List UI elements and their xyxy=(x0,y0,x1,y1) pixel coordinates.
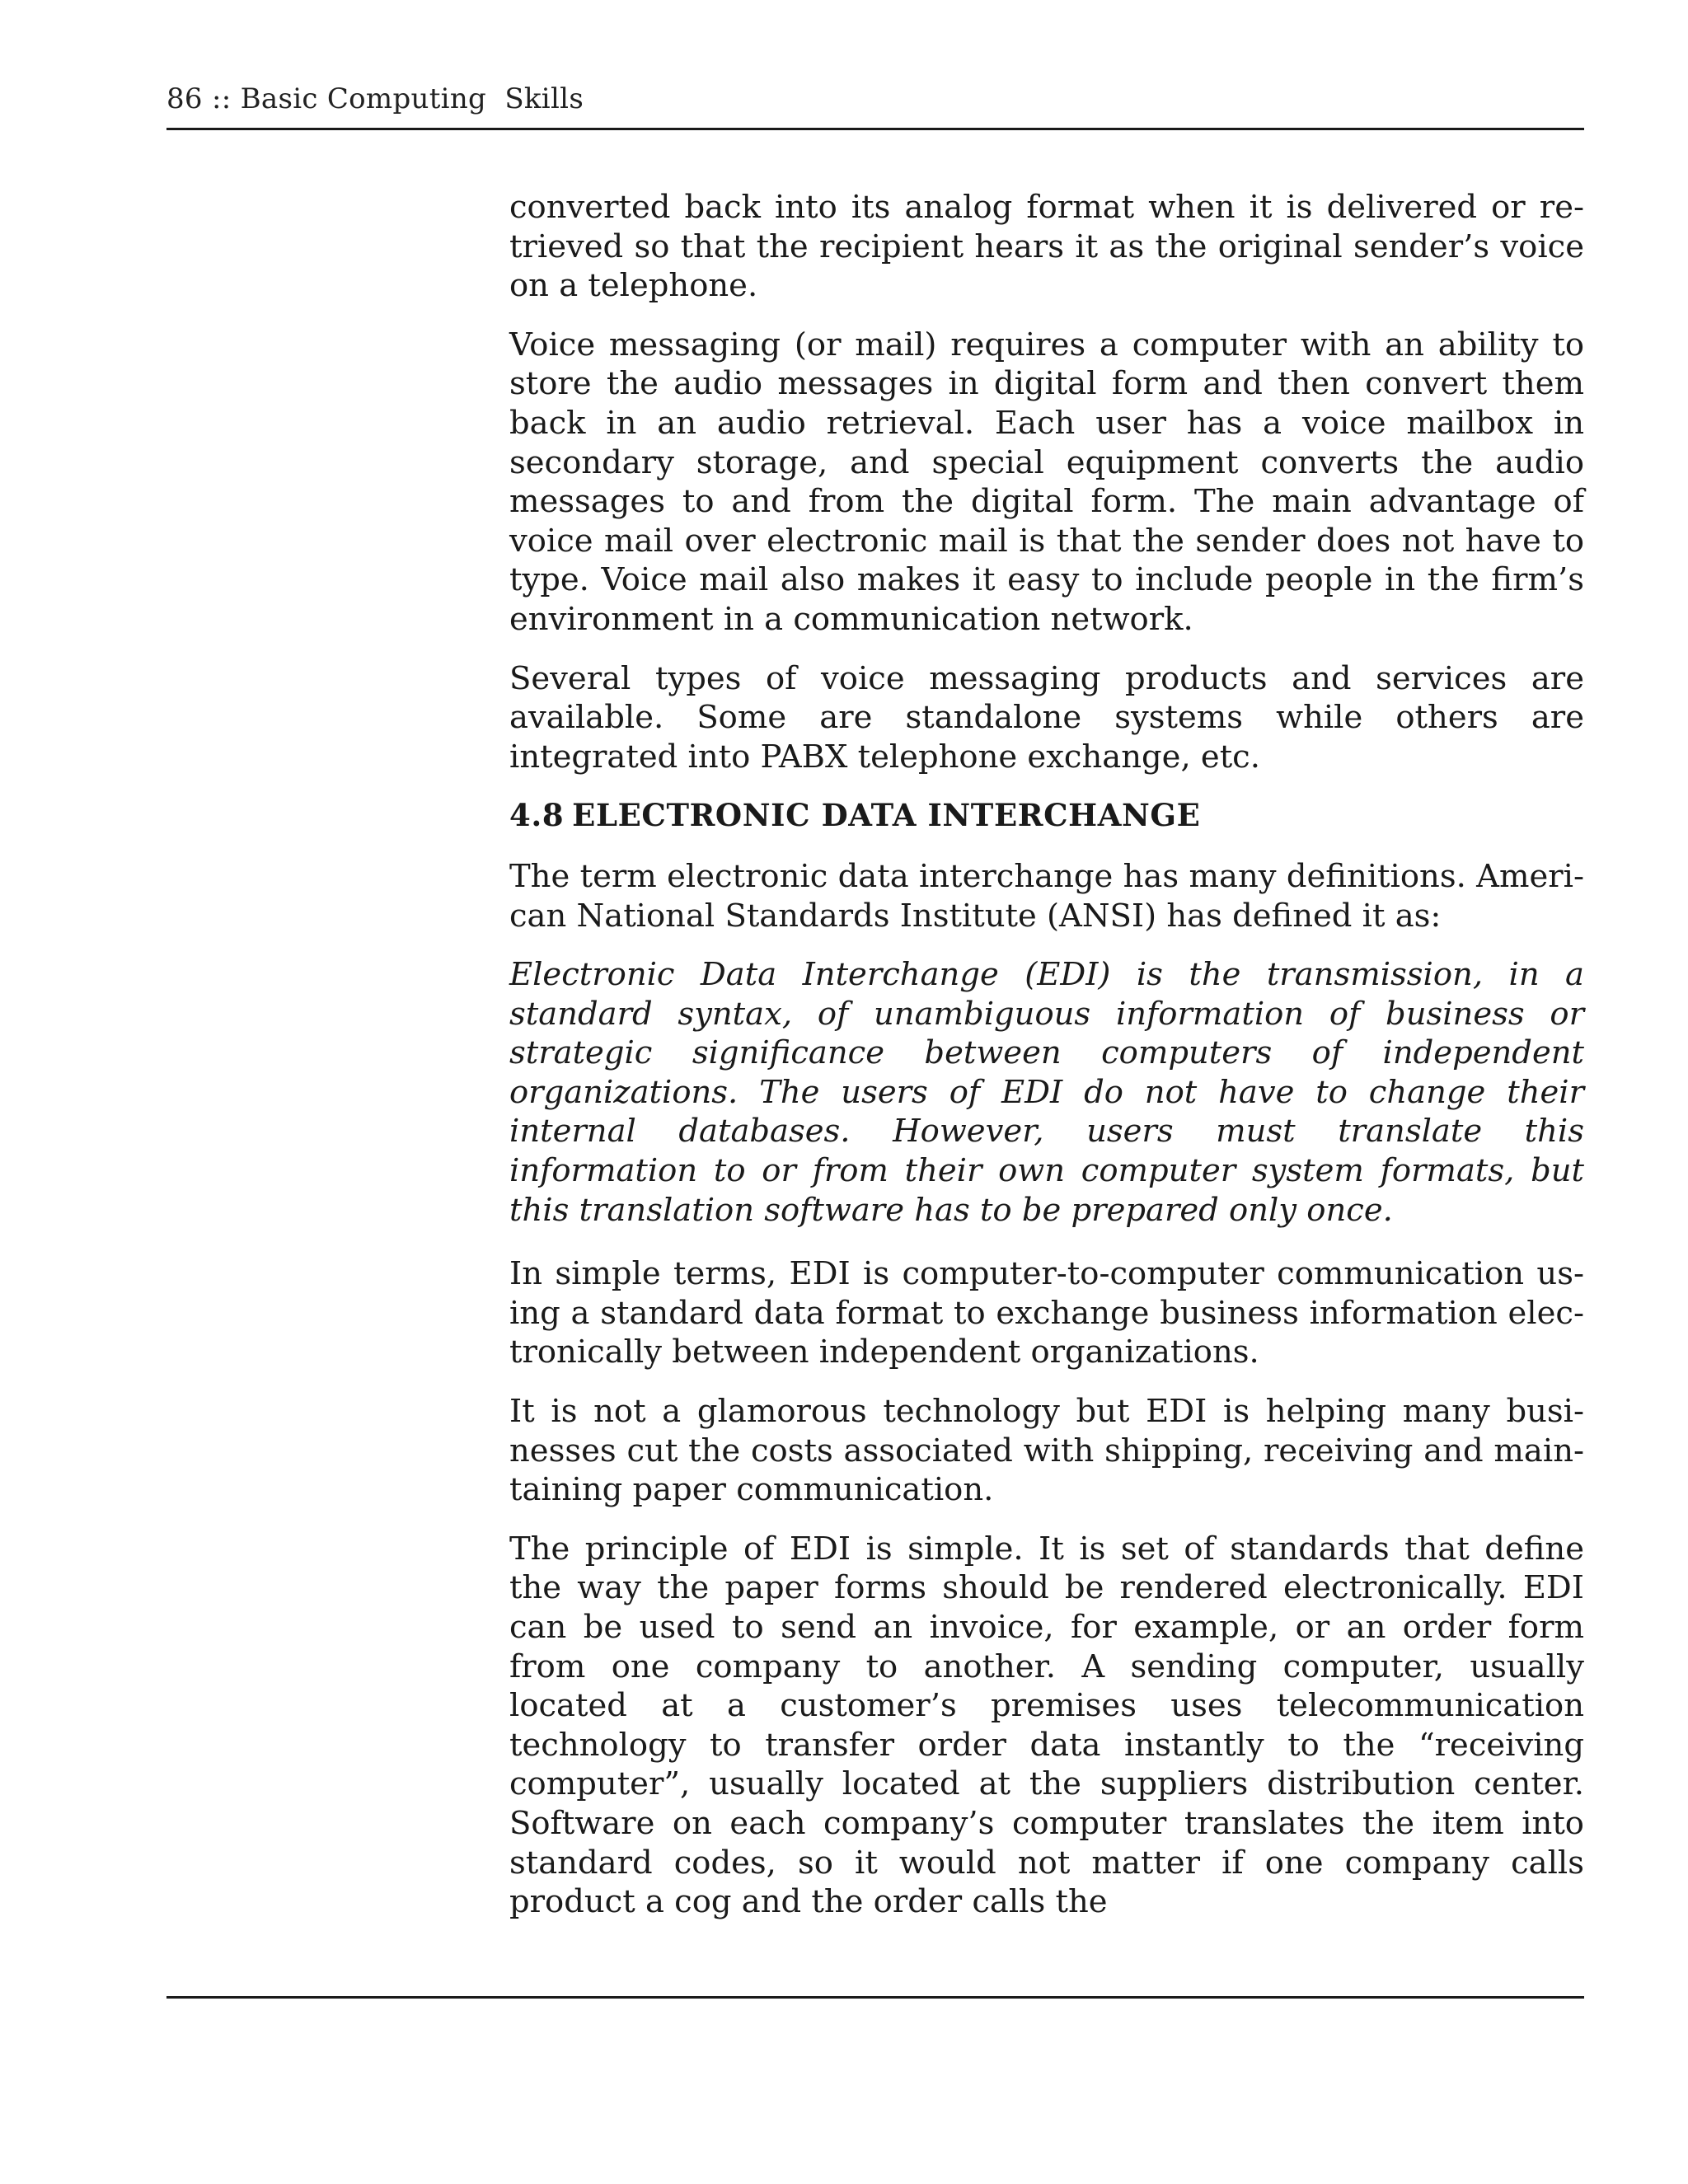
paragraph-voice-messaging: Voice messaging (or mail) requires a computer with an ability to store the audio messages in digital form and then convert them back in an audio retrieval. Each user has a voice mailbox in secondary storage, and special equipment converts the audio messages to and from the digital form. The main advantage of voice mail over electronic mail is that the sender does not have to type. Voice mail also makes it easy to include people in the firm’s environment in a communication network. xyxy=(509,326,1584,638)
paragraph-edi-principle: The principle of EDI is simple. It is set of standards that define the way the paper forms should be rendered electronically. EDI can be used to send an invoice, for example, or an order form from one company to another. A sending computer, usually located at a customer’s premises uses telecommunication technology to transfer order data instantly to the “receiving computer”, usually located at the suppliers distribution center. Software on each company’s computer translates the item into standard codes, so it would not matter if one company calls product a cog and the order calls the xyxy=(509,1530,1584,1921)
footer-rule xyxy=(166,1996,1584,1999)
section-number: 4.8 xyxy=(509,797,565,834)
ansi-definition-quote: Electronic Data Interchange (EDI) is the transmission, in a standard syntax, of unambiguous information of business or strategic significance between computers of independent organizations. The users of EDI do not have to change their internal databases. However, users must translate this information to or from their own computer system formats, but this translation software has to be prepared only once. xyxy=(509,956,1584,1229)
paragraph-edi-benefits: It is not a glamorous technology but EDI is helping many businesses cut the costs associated with shipping, receiving and maintaining paper communication. xyxy=(509,1393,1584,1509)
paragraph-edi-definitions: The term electronic data interchange has many definitions. American National Standards Institute (ANSI) has defined it as: xyxy=(509,857,1584,935)
paragraph-voice-products: Several types of voice messaging products and services are available. Some are standalone systems while others are integrated into PABX telephone exchange, etc. xyxy=(509,659,1584,776)
page-body xyxy=(509,188,1584,1942)
paragraph-continued: converted back into its analog format when it is delivered or retrieved so that the recipient hears it as the original sender’s voice on a telephone. xyxy=(509,189,1584,305)
paragraph-edi-simple-terms: In simple terms, EDI is computer-to-computer communication using a standard data format to exchange business information electronically between independent organizations. xyxy=(509,1255,1584,1371)
header-rule xyxy=(166,128,1584,130)
section-title: ELECTRONIC DATA INTERCHANGE xyxy=(572,797,1201,834)
section-heading xyxy=(509,796,1584,836)
running-head: 86 :: Basic Computing Skills xyxy=(166,82,584,115)
